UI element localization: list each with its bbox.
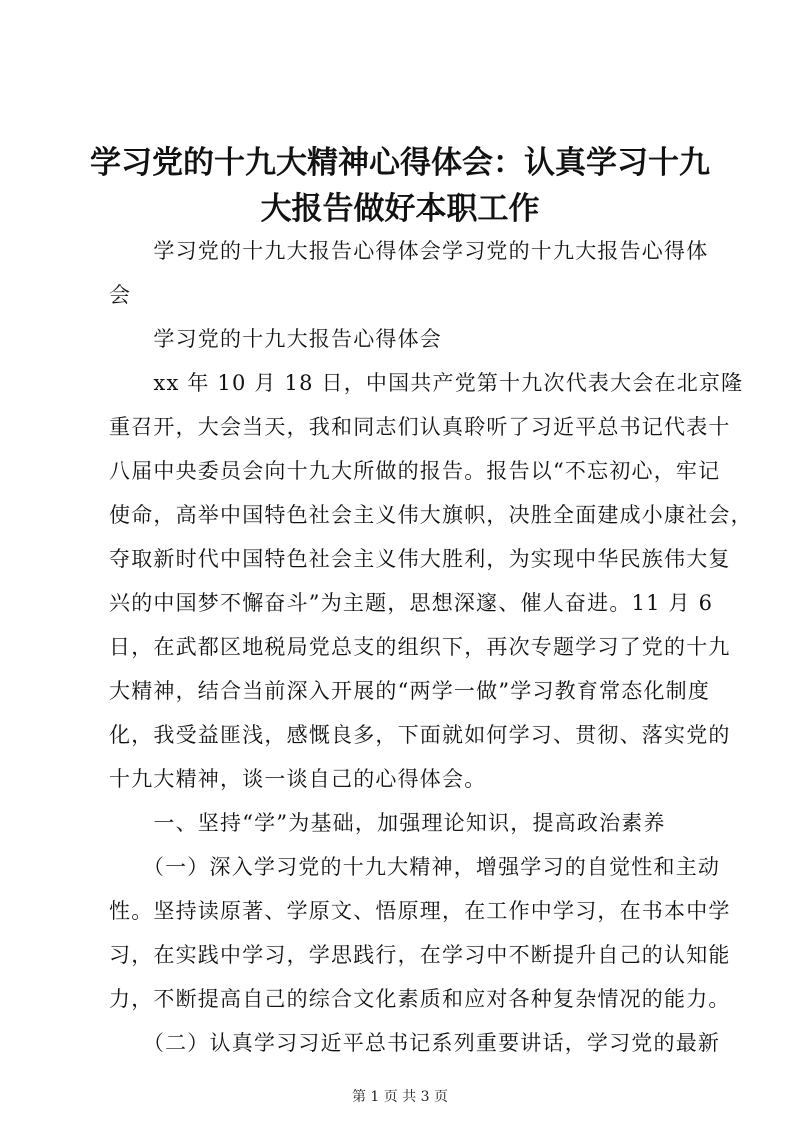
- body-line: 兴的中国梦不懈奋斗”为主题，思想深邃、催人奋进。11 月 6: [109, 591, 714, 615]
- body-line: 重召开，大会当天，我和同志们认真聆听了习近平总书记代表十: [109, 415, 731, 439]
- body-line: 十九大精神，谈一谈自己的心得体会。: [109, 767, 487, 791]
- body-line: （二）认真学习习近平总书记系列重要讲话，学习党的最新: [109, 1031, 721, 1055]
- document-title-line-2: 大报告做好本职工作: [260, 191, 540, 227]
- body-line: 大精神，结合当前深入开展的“两学一做”学习教育常态化制度: [109, 679, 711, 703]
- body-line: 性。坚持读原著、学原文、悟原理，在工作中学习，在书本中学: [109, 899, 731, 923]
- body-line: xx 年 10 月 18 日，中国共产党第十九次代表大会在北京隆: [109, 371, 744, 395]
- body-line: 学习党的十九大报告心得体会学习党的十九大报告心得体: [109, 239, 709, 263]
- page-number-footer: 第 1 页 共 3 页: [351, 1089, 449, 1105]
- body-line: 习，在实践中学习，学思践行，在学习中不断提升自己的认知能: [109, 943, 731, 967]
- document-title-line-1: 学习党的十九大精神心得体会：认真学习十九: [90, 145, 710, 181]
- body-line: 使命，高举中国特色社会主义伟大旗帜，决胜全面建成小康社会，: [109, 503, 753, 527]
- body-line: 化，我受益匪浅，感慨良多，下面就如何学习、贯彻、落实党的: [109, 723, 731, 747]
- body-line: 力，不断提高自己的综合文化素质和应对各种复杂情况的能力。: [109, 987, 731, 1011]
- body-line: 八届中央委员会向十九大所做的报告。报告以“不忘初心，牢记: [109, 459, 721, 483]
- body-line: 日，在武都区地税局党总支的组织下，再次专题学习了党的十九: [109, 635, 731, 659]
- body-line: （一）深入学习党的十九大精神，增强学习的自觉性和主动: [109, 855, 721, 879]
- body-line: 会: [109, 283, 132, 307]
- body-line: 学习党的十九大报告心得体会: [109, 327, 442, 351]
- body-line: 夺取新时代中国特色社会主义伟大胜利，为实现中华民族伟大复: [109, 547, 731, 571]
- section-heading: 一、坚持“学”为基础，加强理论知识，提高政治素养: [109, 811, 666, 835]
